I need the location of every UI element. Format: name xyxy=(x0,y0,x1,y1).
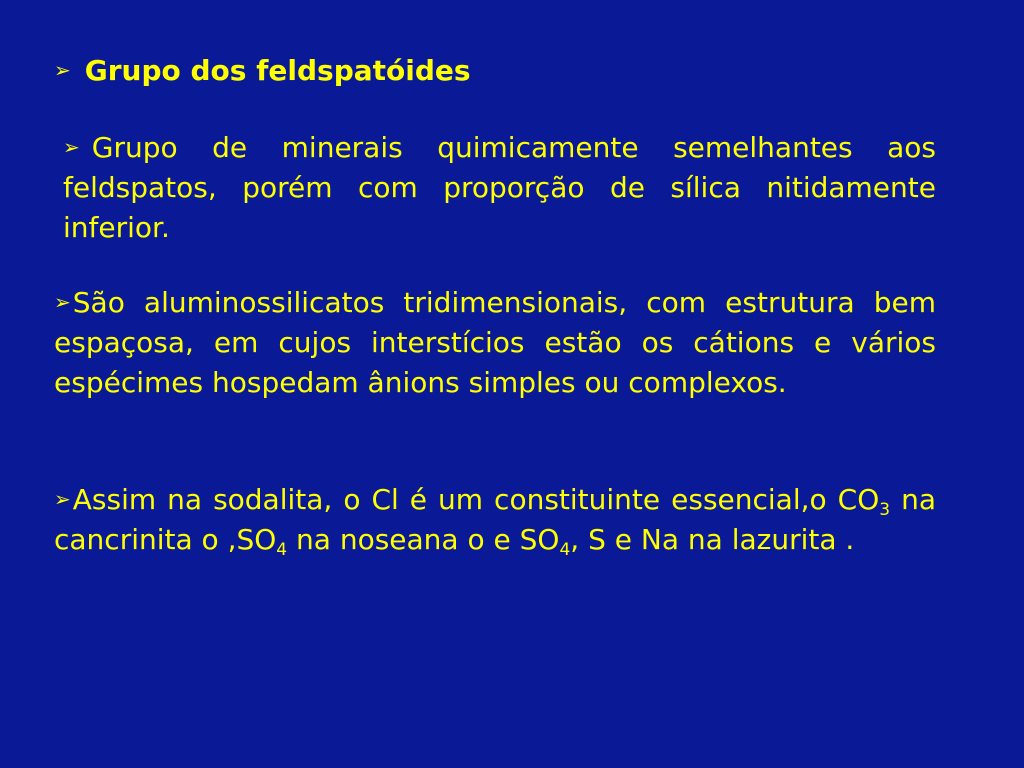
paragraph-examples xyxy=(54,479,936,560)
subscript-co3: 3 xyxy=(879,500,891,520)
arrowhead-bullet-icon: ➢ xyxy=(63,135,80,159)
arrowhead-bullet-icon: ➢ xyxy=(54,58,71,82)
subscript-so4-noseana: 4 xyxy=(276,540,288,560)
paragraph-examples-text-1: Assim na sodalita, o Cl é um constituinte essencial,o CO xyxy=(72,483,880,516)
subscript-so4-lazurita: 4 xyxy=(559,540,571,560)
slide-title xyxy=(54,50,471,91)
slide-title-text: Grupo dos feldspatóides xyxy=(84,54,471,87)
paragraph-definition-text: Grupo de minerais quimicamente semelhantes aos feldspatos, porém com proporção de sílica nitidamente inferior. xyxy=(63,131,936,244)
paragraph-examples-text-4: , S e Na na lazurita . xyxy=(570,523,855,556)
paragraph-definition xyxy=(63,127,936,248)
paragraph-structure xyxy=(54,282,936,403)
arrowhead-bullet-icon: ➢ xyxy=(54,290,71,314)
arrowhead-bullet-icon: ➢ xyxy=(54,487,71,511)
paragraph-structure-text: São aluminossilicatos tridimensionais, com estrutura bem espaçosa, em cujos interstícios estão os cátions e vários espécimes hospedam ânions simples ou complexos. xyxy=(54,286,936,399)
paragraph-examples-text-3: na noseana o e SO xyxy=(287,523,560,556)
paragraph-examples-text-2: na cancrinita o ,SO xyxy=(54,483,936,556)
